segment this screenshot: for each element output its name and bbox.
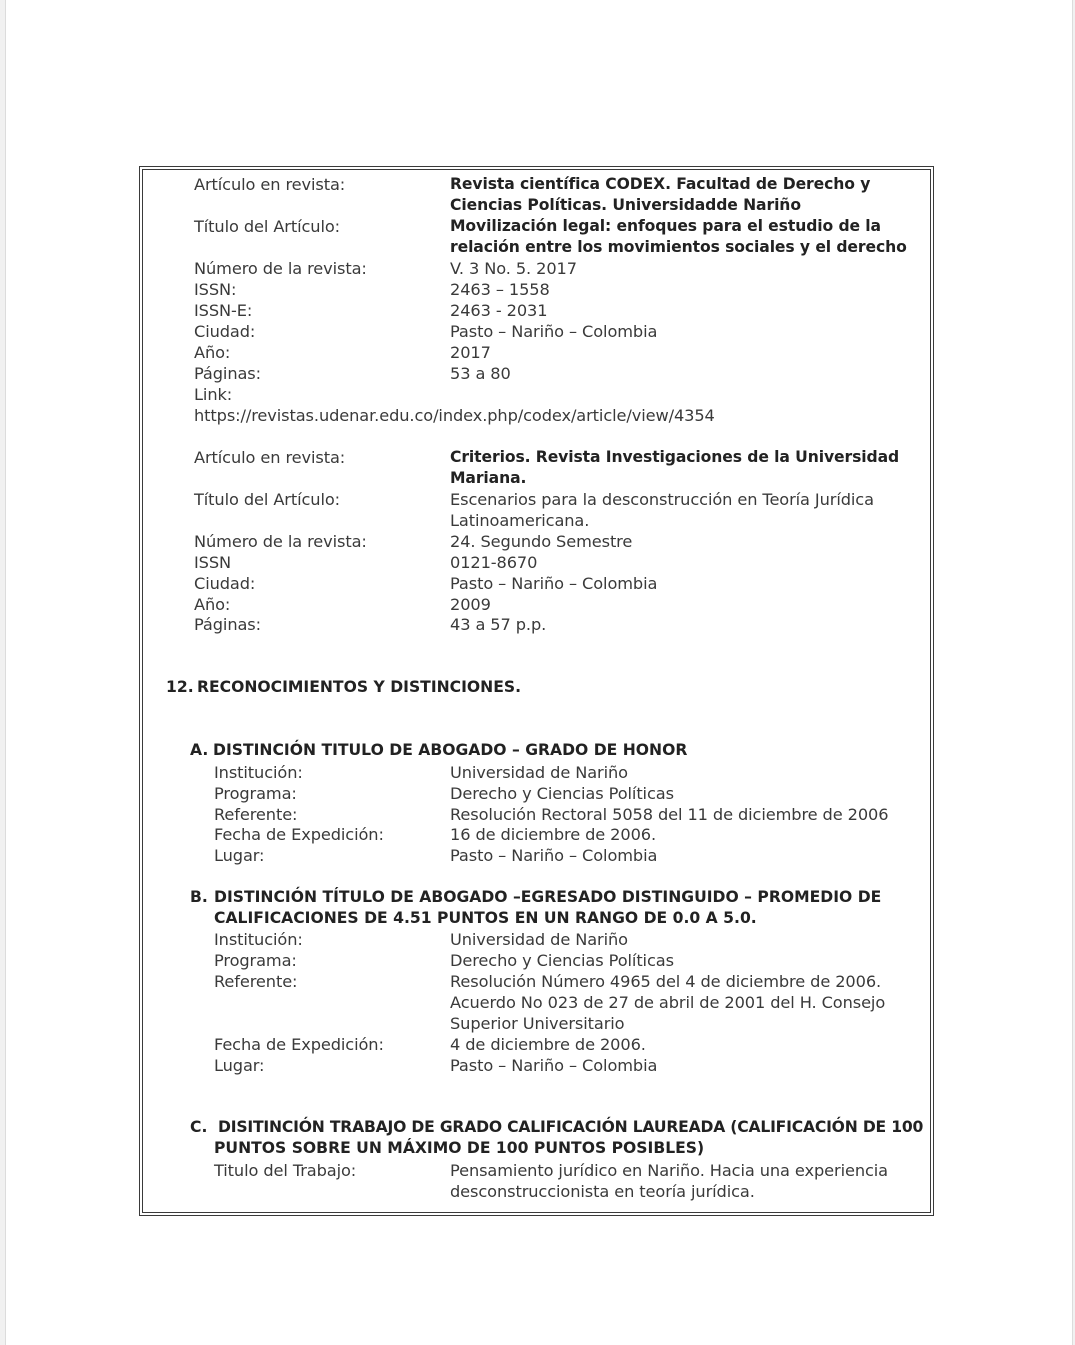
article1-link-label: Link: — [194, 385, 233, 404]
distinction-b-ref-line1: Resolución Número 4965 del 4 de diciembre de 2006. — [450, 972, 882, 991]
distinction-b-place-label: Lugar: — [214, 1056, 265, 1075]
article1-city: Pasto – Nariño – Colombia — [450, 322, 658, 341]
article2-pages-label: Páginas: — [194, 615, 261, 634]
distinction-b-ref-label: Referente: — [214, 972, 298, 991]
distinction-b-date: 4 de diciembre de 2006. — [450, 1035, 646, 1054]
article2-title-label: Título del Artículo: — [194, 490, 341, 509]
article2-journal-label: Artículo en revista: — [194, 448, 346, 467]
distinction-a-date: 16 de diciembre de 2006. — [450, 825, 657, 844]
article2-number: 24. Segundo Semestre — [450, 532, 633, 551]
distinction-b-ref-line2: Acuerdo No 023 de 27 de abril de 2001 del H. Consejo — [450, 993, 886, 1012]
article2-title-line1: Escenarios para la desconstrucción en Teoría Jurídica — [450, 490, 874, 509]
distinction-c-work-line1: Pensamiento jurídico en Nariño. Hacia una experiencia — [450, 1161, 888, 1180]
distinction-c-work-label: Titulo del Trabajo: — [214, 1161, 357, 1180]
distinction-c-letter: C. — [190, 1118, 208, 1136]
article1-year-label: Año: — [194, 343, 231, 362]
article1-city-label: Ciudad: — [194, 322, 256, 341]
distinction-a-place-label: Lugar: — [214, 846, 265, 865]
distinction-a-date-label: Fecha de Expedición: — [214, 825, 384, 844]
article1-title-line2: relación entre los movimientos sociales y el derecho — [450, 238, 907, 256]
article1-pages: 53 a 80 — [450, 364, 511, 383]
article2-journal-line1: Criterios. Revista Investigaciones de la Universidad — [450, 448, 900, 466]
article2-issn-label: ISSN — [194, 553, 232, 572]
article1-journal-line1: Revista científica CODEX. Facultad de Derecho y — [450, 175, 871, 193]
distinction-b-ref-line3: Superior Universitario — [450, 1014, 625, 1033]
distinction-b-program: Derecho y Ciencias Políticas — [450, 951, 674, 970]
distinction-b-date-label: Fecha de Expedición: — [214, 1035, 384, 1054]
distinction-b-place: Pasto – Nariño – Colombia — [450, 1056, 658, 1075]
distinction-a-institution: Universidad de Nariño — [450, 763, 628, 782]
article1-title-label: Título del Artículo: — [194, 217, 341, 236]
article1-number-label: Número de la revista: — [194, 259, 367, 278]
distinction-c-title-line2: PUNTOS SOBRE UN MÁXIMO DE 100 PUNTOS POSIBLES) — [214, 1139, 705, 1157]
article1-issne-label: ISSN-E: — [194, 301, 253, 320]
article2-number-label: Número de la revista: — [194, 532, 367, 551]
distinction-a-ref: Resolución Rectoral 5058 del 11 de diciembre de 2006 — [450, 805, 889, 824]
article2-city: Pasto – Nariño – Colombia — [450, 574, 658, 593]
article1-journal-label: Artículo en revista: — [194, 175, 346, 194]
distinction-a-place: Pasto – Nariño – Colombia — [450, 846, 658, 865]
distinction-a-program-label: Programa: — [214, 784, 297, 803]
distinction-c-title-line1: DISITINCIÓN TRABAJO DE GRADO CALIFICACIÓN LAUREADA (CALIFICACIÓN DE 100 — [218, 1118, 924, 1136]
section-title: RECONOCIMIENTOS Y DISTINCIONES. — [197, 678, 522, 696]
distinction-a-institution-label: Institución: — [214, 763, 303, 782]
article1-pages-label: Páginas: — [194, 364, 261, 383]
distinction-b-program-label: Programa: — [214, 951, 297, 970]
article1-link[interactable]: https://revistas.udenar.edu.co/index.php/codex/article/view/4354 — [194, 406, 715, 425]
article1-year: 2017 — [450, 343, 491, 362]
article2-year: 2009 — [450, 595, 491, 614]
distinction-a-title: DISTINCIÓN TITULO DE ABOGADO – GRADO DE HONOR — [213, 741, 688, 759]
article2-city-label: Ciudad: — [194, 574, 256, 593]
distinction-b-institution: Universidad de Nariño — [450, 930, 628, 949]
distinction-b-title-line1: DISTINCIÓN TÍTULO DE ABOGADO –EGRESADO DISTINGUIDO – PROMEDIO DE — [214, 888, 882, 906]
article1-number: V. 3 No. 5. 2017 — [450, 259, 577, 278]
article2-journal-line2: Mariana. — [450, 469, 527, 487]
article1-issn-label: ISSN: — [194, 280, 237, 299]
article1-issne: 2463 - 2031 — [450, 301, 548, 320]
article1-title-line1: Movilización legal: enfoques para el estudio de la — [450, 217, 881, 235]
distinction-b-letter: B. — [190, 888, 208, 906]
distinction-b-institution-label: Institución: — [214, 930, 303, 949]
article2-issn: 0121-8670 — [450, 553, 538, 572]
distinction-a-letter: A. — [190, 741, 209, 759]
distinction-b-title-line2: CALIFICACIONES DE 4.51 PUNTOS EN UN RANGO DE 0.0 A 5.0. — [214, 909, 757, 927]
distinction-a-program: Derecho y Ciencias Políticas — [450, 784, 674, 803]
article1-journal-line2: Ciencias Políticas. Universidadde Nariño — [450, 196, 801, 214]
distinction-a-ref-label: Referente: — [214, 805, 298, 824]
section-number: 12. — [166, 678, 194, 696]
distinction-c-work-line2: desconstruccionista en teoría jurídica. — [450, 1182, 755, 1201]
article1-issn: 2463 – 1558 — [450, 280, 550, 299]
article2-year-label: Año: — [194, 595, 231, 614]
article2-title-line2: Latinoamericana. — [450, 511, 590, 530]
article2-pages: 43 a 57 p.p. — [450, 615, 547, 634]
